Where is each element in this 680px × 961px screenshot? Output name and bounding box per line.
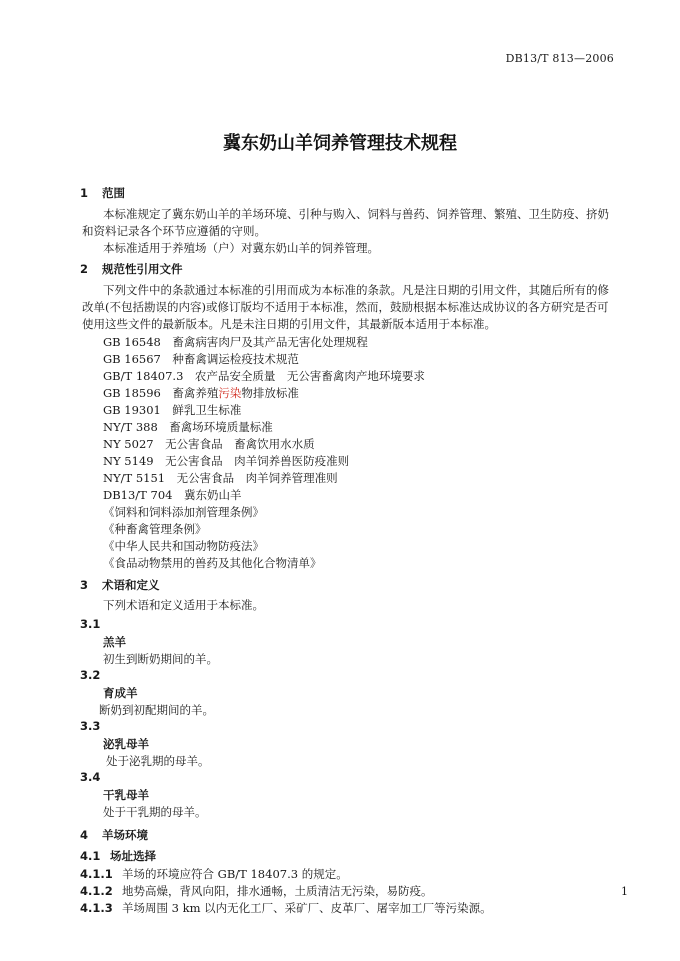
- page-title: 冀东奶山羊饲养管理技术规程: [223, 133, 457, 154]
- term-title: 泌乳母羊: [103, 737, 149, 751]
- paragraph: 下列术语和定义适用于本标准。: [103, 598, 264, 612]
- reference-item: NY/T 5151 无公害食品 肉羊饲养管理准则: [103, 471, 338, 485]
- section-number: 2: [80, 262, 89, 276]
- clause-text: 羊场的环境应符合 GB/T 18407.3 的规定。: [122, 867, 348, 881]
- term-title: 干乳母羊: [103, 788, 149, 802]
- reference-text: 物排放标准: [241, 386, 299, 400]
- paragraph: 改单(不包括勘误的内容)或修订版均不适用于本标准，然而，鼓励根据本标准达成协议的各方研究是否可: [82, 300, 609, 314]
- reference-text: GB 18596 畜禽养殖: [103, 386, 219, 400]
- term-definition: 断奶到初配期间的羊。: [99, 703, 214, 717]
- paragraph: 下列文件中的条款通过本标准的引用而成为本标准的条款。凡是注日期的引用文件，其随后所有的修: [103, 283, 609, 297]
- reference-item: GB 16548 畜禽病害肉尸及其产品无害化处理规程: [103, 335, 368, 349]
- highlighted-text: 污染: [218, 386, 242, 400]
- term-definition: 处于泌乳期的母羊。: [106, 754, 210, 768]
- section-number: 4: [80, 828, 89, 842]
- clause-text: 羊场周围 3 km 以内无化工厂、采矿厂、皮革厂、屠宰加工厂等污染源。: [122, 901, 492, 915]
- section-number: 1: [80, 186, 89, 200]
- term-number: 3.2: [80, 668, 101, 682]
- section-title: 范围: [102, 186, 125, 200]
- reference-item: 《种畜禽管理条例》: [103, 522, 207, 536]
- clause-number: 4.1.3: [80, 901, 113, 915]
- clause-item: [80, 866, 348, 882]
- clause-number: 4.1.1: [80, 867, 113, 881]
- clause-item: [80, 900, 492, 916]
- paragraph: 和资料记录各个环节应遵循的守则。: [82, 224, 266, 238]
- clause-item: [80, 883, 433, 899]
- section-title: 羊场环境: [102, 828, 148, 842]
- section-2-heading: [80, 261, 183, 277]
- term-number: 3.3: [80, 719, 101, 733]
- reference-item: NY/T 388 畜禽场环境质量标准: [103, 420, 273, 434]
- term-number: 3.1: [80, 617, 101, 631]
- paragraph: 本标准适用于养殖场（户）对冀东奶山羊的饲养管理。: [103, 241, 379, 255]
- reference-item: NY 5149 无公害食品 肉羊饲养兽医防疫准则: [103, 454, 350, 468]
- term-definition: 初生到断奶期间的羊。: [103, 652, 218, 666]
- reference-item: 《中华人民共和国动物防疫法》: [103, 539, 264, 553]
- section-title: 术语和定义: [102, 578, 160, 592]
- term-number: 3.4: [80, 770, 101, 784]
- section-1-heading: [80, 185, 125, 201]
- subsection-number: 4.1: [80, 849, 101, 863]
- page-number: 1: [621, 885, 628, 898]
- reference-item: DB13/T 704 冀东奶山羊: [103, 488, 242, 502]
- term-title: 育成羊: [103, 686, 138, 700]
- reference-item: 《食品动物禁用的兽药及其他化合物清单》: [103, 556, 322, 570]
- section-title: 规范性引用文件: [102, 262, 183, 276]
- reference-item: GB/T 18407.3 农产品安全质量 无公害畜禽肉产地环境要求: [103, 369, 425, 383]
- clause-number: 4.1.2: [80, 884, 113, 898]
- section-number: 3: [80, 578, 89, 592]
- reference-item: GB 19301 鲜乳卫生标准: [103, 403, 242, 417]
- document-number: DB13/T 813—2006: [505, 52, 614, 65]
- paragraph: 本标准规定了冀东奶山羊的羊场环境、引种与购入、饲料与兽药、饲养管理、繁殖、卫生防疫、挤奶: [103, 207, 609, 221]
- clause-text: 地势高燥，背风向阳，排水通畅，土质清洁无污染，易防疫。: [122, 884, 433, 898]
- reference-item: NY 5027 无公害食品 畜禽饮用水水质: [103, 437, 315, 451]
- subsection-title: 场址选择: [110, 849, 156, 863]
- reference-item: 《饲料和饲料添加剂管理条例》: [103, 505, 264, 519]
- subsection-4-1-heading: [80, 848, 156, 864]
- paragraph: 使用这些文件的最新版本。凡是未注日期的引用文件，其最新版本适用于本标准。: [82, 317, 496, 331]
- reference-item-gb18596: [103, 385, 299, 401]
- section-4-heading: [80, 827, 148, 843]
- reference-item: GB 16567 种畜禽调运检疫技术规范: [103, 352, 299, 366]
- term-definition: 处于干乳期的母羊。: [103, 805, 207, 819]
- section-3-heading: [80, 577, 160, 593]
- term-title: 羔羊: [103, 635, 126, 649]
